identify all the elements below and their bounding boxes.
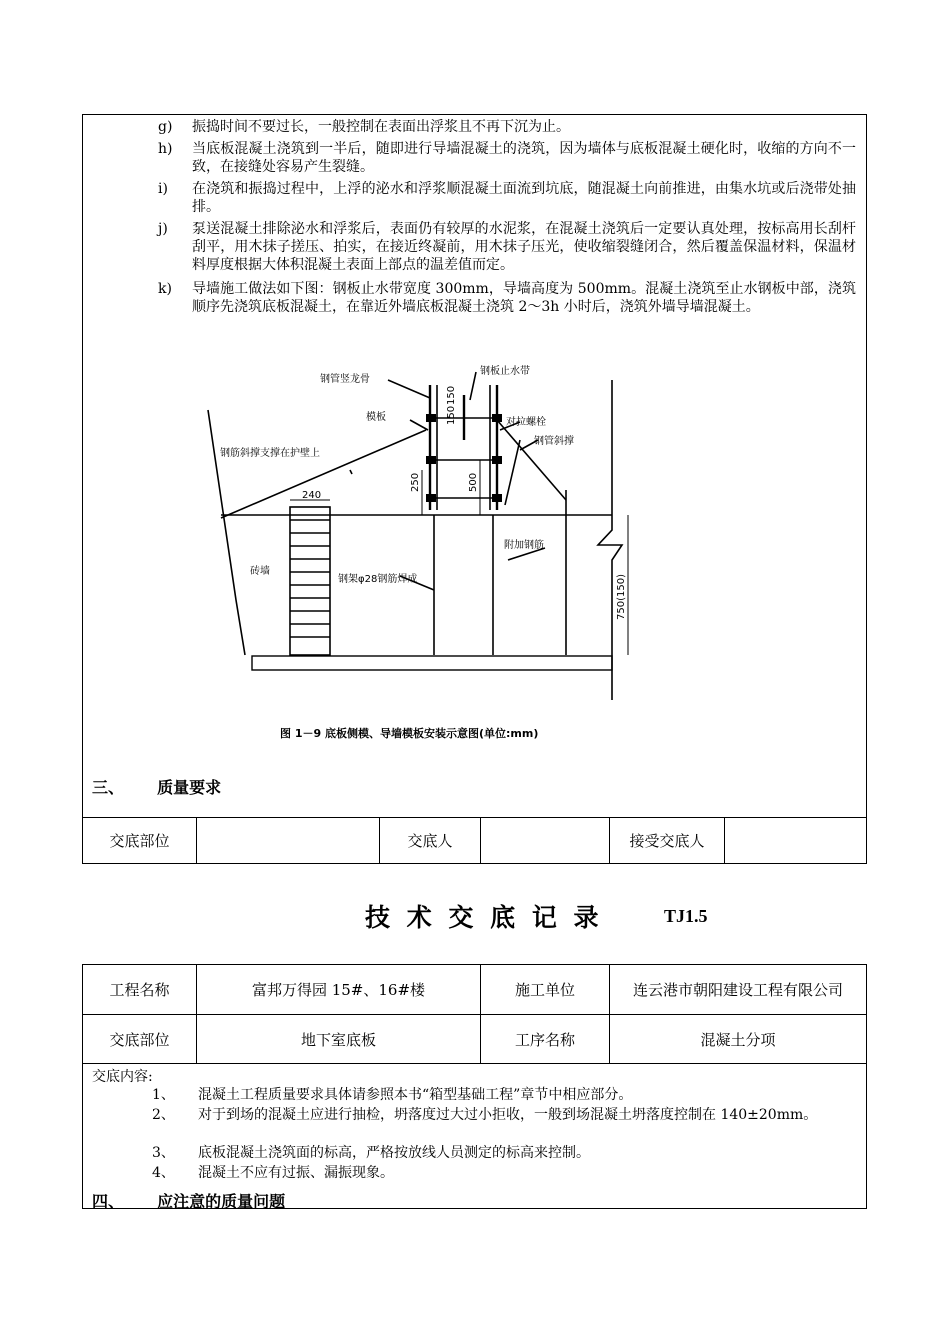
label-waterstop: 钢板止水带 xyxy=(480,366,530,377)
process-label: 工序名称 xyxy=(480,1015,609,1063)
section4-num: 四、 xyxy=(92,1192,125,1211)
handover-part-value[interactable] xyxy=(196,818,379,863)
dim-150a: 150 xyxy=(446,385,457,405)
handover-row xyxy=(82,817,867,864)
dim-150b: 150 xyxy=(446,405,457,425)
dim-240: 240 xyxy=(302,490,322,501)
formwork-diagram xyxy=(190,350,650,750)
project-row xyxy=(82,964,867,1015)
content-box xyxy=(82,1063,867,1209)
label-steel-frame: 钢架φ28钢筋焊成 xyxy=(338,574,418,585)
part-value: 地下室底板 xyxy=(196,1015,480,1063)
receiver-value[interactable] xyxy=(724,818,866,863)
handover-part-label: 交底部位 xyxy=(109,832,170,850)
section4-heading xyxy=(92,1189,285,1212)
dim-750: 750(150) xyxy=(616,574,627,620)
section4-title: 应注意的质量问题 xyxy=(157,1192,286,1211)
record-title: 技 术 交 底 记 录 xyxy=(365,903,603,932)
label-formwork: 模板 xyxy=(366,412,386,423)
label-brick-wall: 砖墙 xyxy=(250,566,270,577)
label-steel-keel: 钢管竖龙骨 xyxy=(320,374,370,385)
receiver-label: 接受交底人 xyxy=(609,818,724,863)
figure-caption: 图 1－9 底板侧模、导墙模板安装示意图(单位:mm) xyxy=(280,727,539,740)
handover-person-value[interactable] xyxy=(480,818,609,863)
label-tie-bolt: 对拉螺栓 xyxy=(506,417,546,428)
section3-title: 质量要求 xyxy=(157,778,222,797)
label-brace-rebar: 钢筋斜撑支撑在护壁上 xyxy=(220,448,320,459)
construction-unit-label: 施工单位 xyxy=(480,965,609,1014)
handover-person-label: 交底人 xyxy=(379,818,480,863)
part-row xyxy=(82,1014,867,1064)
dim-500: 500 xyxy=(468,472,479,492)
part-label: 交底部位 xyxy=(109,1030,170,1049)
section3-num: 三、 xyxy=(92,778,125,797)
section3-heading xyxy=(92,775,221,798)
project-name-label: 工程名称 xyxy=(109,981,170,999)
construction-unit-value: 连云港市朝阳建设工程有限公司 xyxy=(609,965,866,1014)
process-value: 混凝土分项 xyxy=(609,1015,866,1063)
content-label: 交底内容: xyxy=(92,1069,153,1085)
label-steel-brace: 钢管斜撑 xyxy=(534,436,574,447)
dim-250: 250 xyxy=(410,472,421,492)
project-name-value: 富邦万得园 15#、16#楼 xyxy=(196,965,480,1014)
label-extra-rebar: 附加钢筋 xyxy=(504,540,544,551)
record-code: TJ1.5 xyxy=(664,906,708,926)
